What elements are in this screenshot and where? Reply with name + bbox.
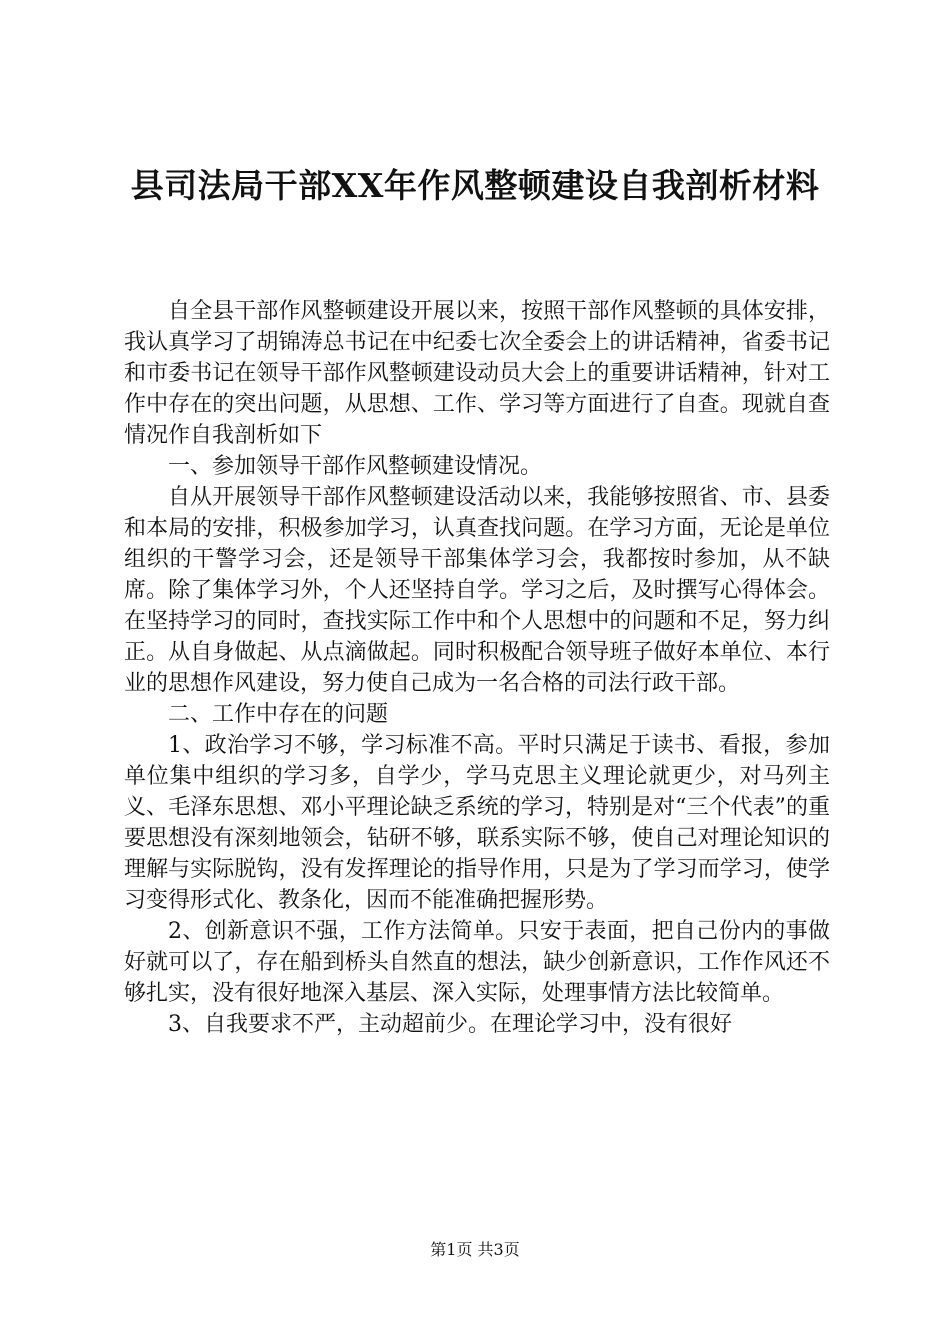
- document-title: 县司法局干部XX年作风整顿建设自我剖析材料: [130, 166, 820, 205]
- section-heading-1: 一、参加领导干部作风整顿建设情况。: [168, 454, 543, 479]
- paragraph-intro: 自全县干部作风整顿建设开展以来，按照干部作风整顿的具体安排，我认真学习了胡锦涛总书记在中纪委七次全委会上的讲话精神，省委书记和市委书记在领导干部作风整顿建设动员大会上的重要讲话精神，针对工作中存在的突出问题，从思想、工作、学习等方面进行了自查。现就自查情况作自我剖析如下: [124, 299, 830, 448]
- paragraph-participation: 自从开展领导干部作风整顿建设活动以来，我能够按照省、市、县委和本局的安排，积极参加学习，认真查找问题。在学习方面，无论是单位组织的干警学习会，还是领导干部集体学习会，我都按时参加，从不缺席。除了集体学习外，个人还坚持自学。学习之后，及时撰写心得体会。在坚持学习的同时，查找实际工作中和个人思想中的问题和不足，努力纠正。从自身做起、从点滴做起。同时积极配合领导班子做好本单位、本行业的思想作风建设，努力使自己成为一名合格的司法行政干部。: [124, 485, 830, 696]
- paragraph-problem-1: 1、政治学习不够，学习标准不高。平时只满足于读书、看报，参加单位集中组织的学习多，自学少，学马克思主义理论就更少，对马列主义、毛泽东思想、邓小平理论缺乏系统的学习，特别是对“三个代表”的重要思想没有深刻地领会，钻研不够，联系实际不够，使自己对理论知识的理解与实际脱钩，没有发挥理论的指导作用，只是为了学习而学习，使学习变得形式化、教条化，因而不能准确把握形势。: [124, 733, 830, 913]
- paragraph-problem-2: 2、创新意识不强，工作方法简单。只安于表面，把自己份内的事做好就可以了，存在船到桥头自然直的想法，缺少创新意识，工作作风还不够扎实，没有很好地深入基层、深入实际，处理事情方法比较简单。: [124, 919, 830, 1006]
- document-body: [124, 296, 830, 1040]
- page-number-footer: 第1页 共3页: [430, 1240, 520, 1259]
- paragraph-problem-3: 3、自我要求不严，主动超前少。在理论学习中，没有很好: [168, 1012, 732, 1037]
- section-heading-2: 二、工作中存在的问题: [168, 702, 389, 727]
